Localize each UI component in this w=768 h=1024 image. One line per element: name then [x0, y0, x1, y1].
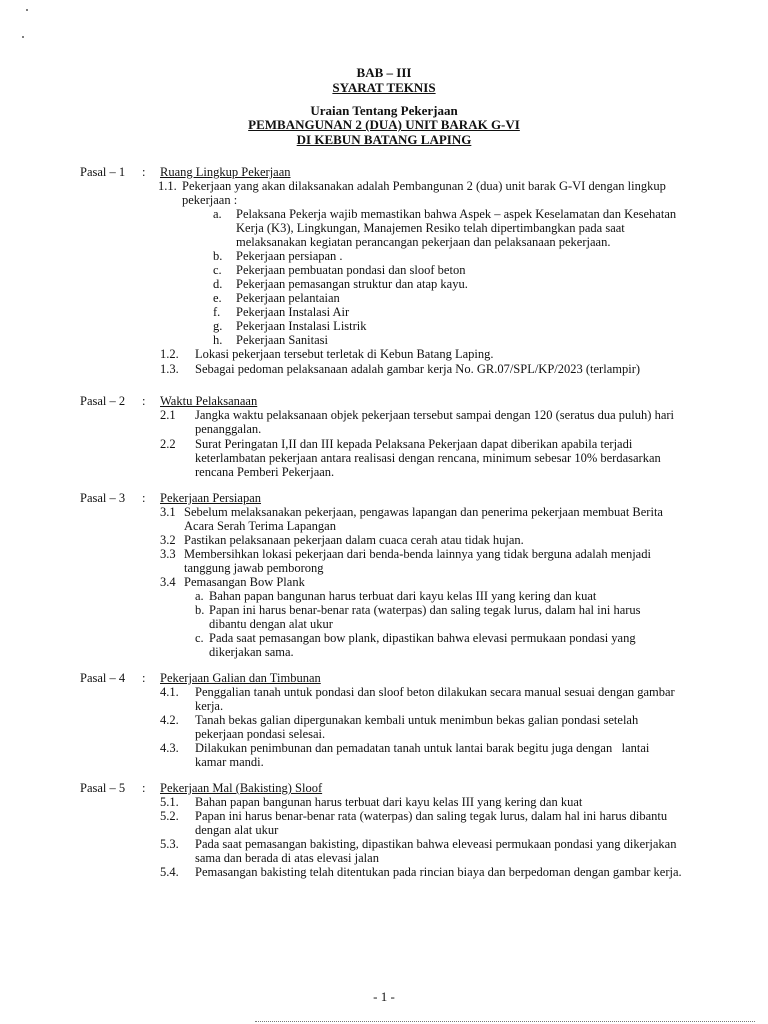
sub-item-letter: c.: [195, 631, 204, 645]
sub-item-text: Pekerjaan persiapan .: [236, 249, 343, 263]
item-number: 3.4: [160, 575, 176, 589]
item-number: 5.4.: [160, 865, 179, 879]
sub-item-text: Pekerjaan pembuatan pondasi dan sloof beton: [236, 263, 466, 277]
item-text-continued: Acara Serah Terima Lapangan: [184, 519, 336, 533]
item-text: Pemasangan Bow Plank: [184, 575, 305, 589]
pasal-label: Pasal – 5: [80, 781, 126, 795]
sub-item-text-continued: melaksanakan kegiatan perancangan pekerjaan dan pelaksanaan pekerjaan.: [236, 235, 611, 249]
item-number: 3.2: [160, 533, 176, 547]
pasal-colon: :: [142, 781, 146, 795]
sub-item-text: Papan ini harus benar-benar rata (waterpas) dan saling tegak lurus, dalam hal ini harus: [209, 603, 641, 617]
item-number: 1.3.: [160, 362, 179, 376]
item-number: 2.1: [160, 408, 176, 422]
item-text-continued: pekerjaan :: [182, 193, 238, 207]
item-text: Lokasi pekerjaan tersebut terletak di Kebun Batang Laping.: [195, 347, 494, 361]
item-text-continued: sama dan berada di atas elevasi jalan: [195, 851, 379, 865]
item-text: Pekerjaan yang akan dilaksanakan adalah Pembangunan 2 (dua) unit barak G-VI dengan lingkup: [182, 179, 666, 193]
sub-item-text: Pekerjaan pemasangan struktur dan atap kayu.: [236, 277, 468, 291]
scan-speck: [22, 36, 24, 38]
item-text: Sebelum melaksanakan pekerjaan, pengawas lapangan dan penerima pekerjaan membuat Berita: [184, 505, 663, 519]
sub-item-text-continued: dibantu dengan alat ukur: [209, 617, 333, 631]
pasal-colon: :: [142, 671, 146, 685]
page-divider: [255, 1021, 755, 1023]
chapter-heading: BAB – III: [356, 65, 412, 80]
sub-item-letter: f.: [213, 305, 221, 319]
pasal-label: Pasal – 2: [80, 394, 126, 408]
item-text: Bahan papan bangunan harus terbuat dari kayu kelas III yang kering dan kuat: [195, 795, 583, 809]
item-text: Membersihkan lokasi pekerjaan dari benda-benda lainnya yang tidak berguna adalah menjadi: [184, 547, 651, 561]
sub-item-text: Pekerjaan Instalasi Listrik: [236, 319, 367, 333]
item-text-continued: kamar mandi.: [195, 755, 264, 769]
subtitle: Uraian Tentang Pekerjaan: [310, 103, 458, 118]
pasal-label: Pasal – 1: [80, 165, 126, 179]
sub-item-text: Pekerjaan pelantaian: [236, 291, 340, 305]
item-number: 3.1: [160, 505, 176, 519]
project-title: PEMBANGUNAN 2 (DUA) UNIT BARAK G-VI: [248, 117, 520, 132]
pasal-colon: :: [142, 394, 146, 408]
sub-item-text: Bahan papan bangunan harus terbuat dari kayu kelas III yang kering dan kuat: [209, 589, 597, 603]
sub-item-letter: h.: [213, 333, 223, 347]
item-text: Jangka waktu pelaksanaan objek pekerjaan tersebut sampai dengan 120 (seratus dua puluh) hari: [195, 408, 674, 422]
item-text-continued: keterlambatan pekerjaan antara realisasi dengan rencana, minimum sebesar 10% berdasarkan: [195, 451, 661, 465]
item-text: Dilakukan penimbunan dan pemadatan tanah untuk lantai barak begitu juga dengan lantai: [195, 741, 650, 755]
pasal-title: Waktu Pelaksanaan: [160, 394, 258, 408]
item-text: Tanah bekas galian dipergunakan kembali untuk menimbun bekas galian pondasi setelah: [195, 713, 639, 727]
sub-item-text: Pada saat pemasangan bow plank, dipastikan bahwa elevasi permukaan pondasi yang: [209, 631, 636, 645]
pasal-title: Pekerjaan Persiapan: [160, 491, 262, 505]
sub-item-letter: b.: [195, 603, 205, 617]
project-location: DI KEBUN BATANG LAPING: [296, 132, 472, 147]
pasal-title: Pekerjaan Mal (Bakisting) Sloof: [160, 781, 323, 795]
item-text: Surat Peringatan I,II dan III kepada Pelaksana Pekerjaan dapat diberikan apabila terjadi: [195, 437, 633, 451]
pasal-label: Pasal – 4: [80, 671, 126, 685]
sub-item-letter: g.: [213, 319, 223, 333]
pasal-colon: :: [142, 165, 146, 179]
sub-item-text: Pelaksana Pekerja wajib memastikan bahwa Aspek – aspek Keselamatan dan Kesehatan: [236, 207, 677, 221]
page-number: - 1 -: [373, 989, 395, 1004]
sub-item-letter: d.: [213, 277, 223, 291]
item-text: Pastikan pelaksanaan pekerjaan dalam cuaca cerah atau tidak hujan.: [184, 533, 524, 547]
item-text-continued: kerja.: [195, 699, 224, 713]
item-text-continued: penanggalan.: [195, 422, 262, 436]
sub-item-text-continued: Kerja (K3), Lingkungan, Manajemen Resiko telah dipertimbangkan pada saat: [236, 221, 625, 235]
pasal-colon: :: [142, 491, 146, 505]
item-text: Pada saat pemasangan bakisting, dipastikan bahwa eleveasi permukaan pondasi yang dikerjakan: [195, 837, 677, 851]
item-text: Papan ini harus benar-benar rata (waterpas) dan saling tegak lurus, dalam hal ini harus dibantu: [195, 809, 668, 823]
item-number: 5.1.: [160, 795, 179, 809]
item-text-continued: pekerjaan pondasi selesai.: [195, 727, 326, 741]
item-number: 5.2.: [160, 809, 179, 823]
item-number: 4.1.: [160, 685, 179, 699]
item-number: 1.2.: [160, 347, 179, 361]
pasal-title: Pekerjaan Galian dan Timbunan: [160, 671, 321, 685]
scan-speck: [26, 9, 28, 11]
item-text-continued: dengan alat ukur: [195, 823, 279, 837]
item-number: 4.3.: [160, 741, 179, 755]
section-title: SYARAT TEKNIS: [332, 80, 436, 95]
sub-item-letter: a.: [195, 589, 204, 603]
sub-item-letter: e.: [213, 291, 222, 305]
pasal-label: Pasal – 3: [80, 491, 126, 505]
item-text: Pemasangan bakisting telah ditentukan pada rincian biaya dan berpedoman dengan gambar kerja.: [195, 865, 682, 879]
item-number: 2.2: [160, 437, 176, 451]
item-number: 4.2.: [160, 713, 179, 727]
item-text: Sebagai pedoman pelaksanaan adalah gambar kerja No. GR.07/SPL/KP/2023 (terlampir): [195, 362, 641, 376]
sub-item-letter: b.: [213, 249, 223, 263]
item-text-continued: rencana Pemberi Pekerjaan.: [195, 465, 335, 479]
sub-item-text: Pekerjaan Instalasi Air: [236, 305, 350, 319]
sub-item-letter: c.: [213, 263, 222, 277]
item-text-continued: tanggung jawab pemborong: [184, 561, 324, 575]
item-number: 3.3: [160, 547, 176, 561]
sub-item-text: Pekerjaan Sanitasi: [236, 333, 328, 347]
item-text: Penggalian tanah untuk pondasi dan sloof beton dilakukan secara manual sesuai dengan gambar: [195, 685, 675, 699]
item-number: 1.1.: [158, 179, 177, 193]
pasal-title: Ruang Lingkup Pekerjaan: [160, 165, 291, 179]
sub-item-letter: a.: [213, 207, 222, 221]
item-number: 5.3.: [160, 837, 179, 851]
sub-item-text-continued: dikerjakan sama.: [209, 645, 294, 659]
